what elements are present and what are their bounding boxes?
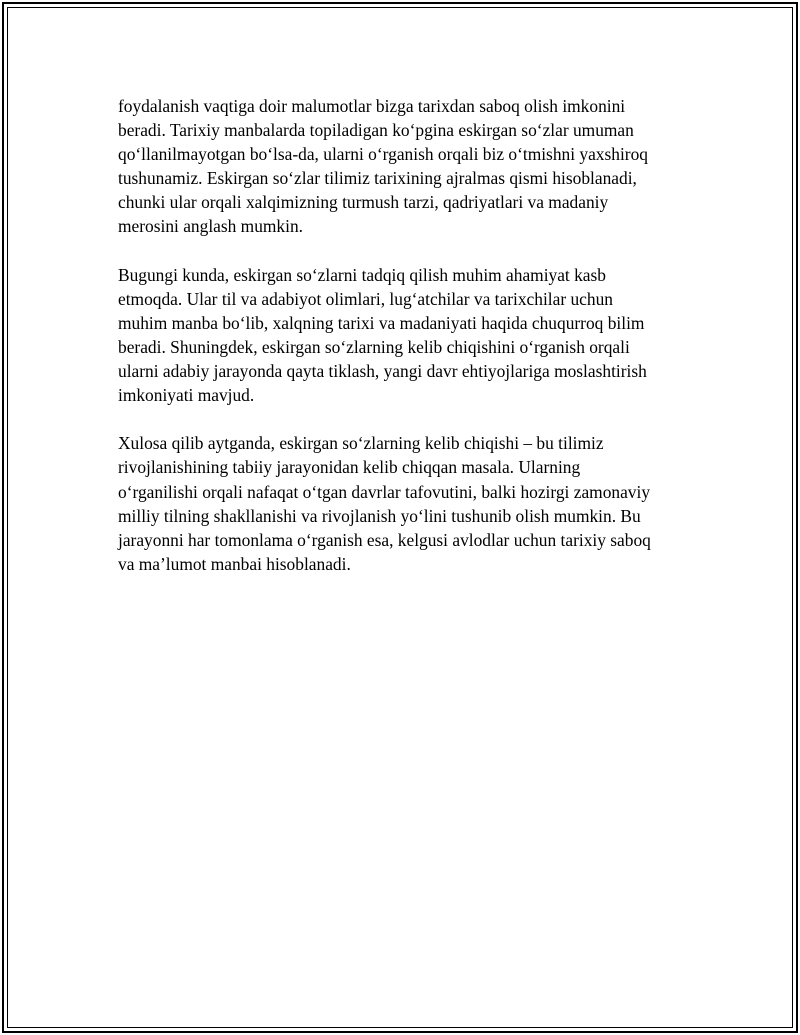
paragraph-2 bbox=[118, 263, 688, 408]
text-line: o‘rganilishi orqali nafaqat o‘tgan davrlar tafovutini, balki hozirgi zamonaviy bbox=[118, 481, 651, 502]
text-line: qo‘llanilmayotgan bo‘lsa-da, ularni o‘rganish orqali biz o‘tmishni yaxshiroq bbox=[118, 144, 648, 165]
text-line: etmoqda. Ular til va adabiyot olimlari, lug‘atchilar va tarixchilar uchun bbox=[118, 288, 613, 309]
text-line: foydalanish vaqtiga doir malumotlar bizga tarixdan saboq olish imkonini bbox=[118, 96, 626, 116]
text-line: Bugungi kunda, eskirgan so‘zlarni tadqiq qilish muhim ahamiyat kasb bbox=[118, 264, 606, 285]
text-line: imkoniyati mavjud. bbox=[118, 385, 255, 406]
text-line: beradi. Tarixiy manbalarda topiladigan ko‘pgina eskirgan so‘zlar umuman bbox=[118, 120, 634, 141]
text-line: Xulosa qilib aytganda, eskirgan so‘zlarning kelib chiqishi – bu tilimiz bbox=[118, 433, 604, 454]
text-line: tushunamiz. Eskirgan so‘zlar tilimiz tarixining ajralmas qismi hisoblanadi, bbox=[118, 168, 637, 189]
text-line: muhim manba bo‘lib, xalqning tarixi va madaniyati haqida chuqurroq bilim bbox=[118, 312, 645, 333]
text-line: rivojlanishining tabiiy jarayonidan kelib chiqqan masala. Ularning bbox=[118, 457, 581, 478]
paragraph-1 bbox=[118, 94, 688, 239]
paragraph-3 bbox=[118, 431, 688, 576]
text-line: jarayonni har tomonlama o‘rganish esa, kelgusi avlodlar uchun tarixiy saboq bbox=[118, 529, 651, 550]
text-line: chunki ular orqali xalqimizning turmush tarzi, qadriyatlari va madaniy bbox=[118, 192, 609, 213]
text-line: beradi. Shuningdek, eskirgan so‘zlarning kelib chiqishini o‘rganish orqali bbox=[118, 336, 630, 357]
text-line: va ma’lumot manbai hisoblanadi. bbox=[118, 553, 351, 574]
document-body bbox=[118, 94, 688, 600]
text-line: merosini anglash mumkin. bbox=[118, 216, 303, 237]
text-line: ularni adabiy jarayonda qayta tiklash, yangi davr ehtiyojlariga moslashtirish bbox=[118, 361, 647, 382]
text-line: milliy tilning shakllanishi va rivojlanish yo‘lini tushunib olish mumkin. Bu bbox=[118, 505, 641, 526]
